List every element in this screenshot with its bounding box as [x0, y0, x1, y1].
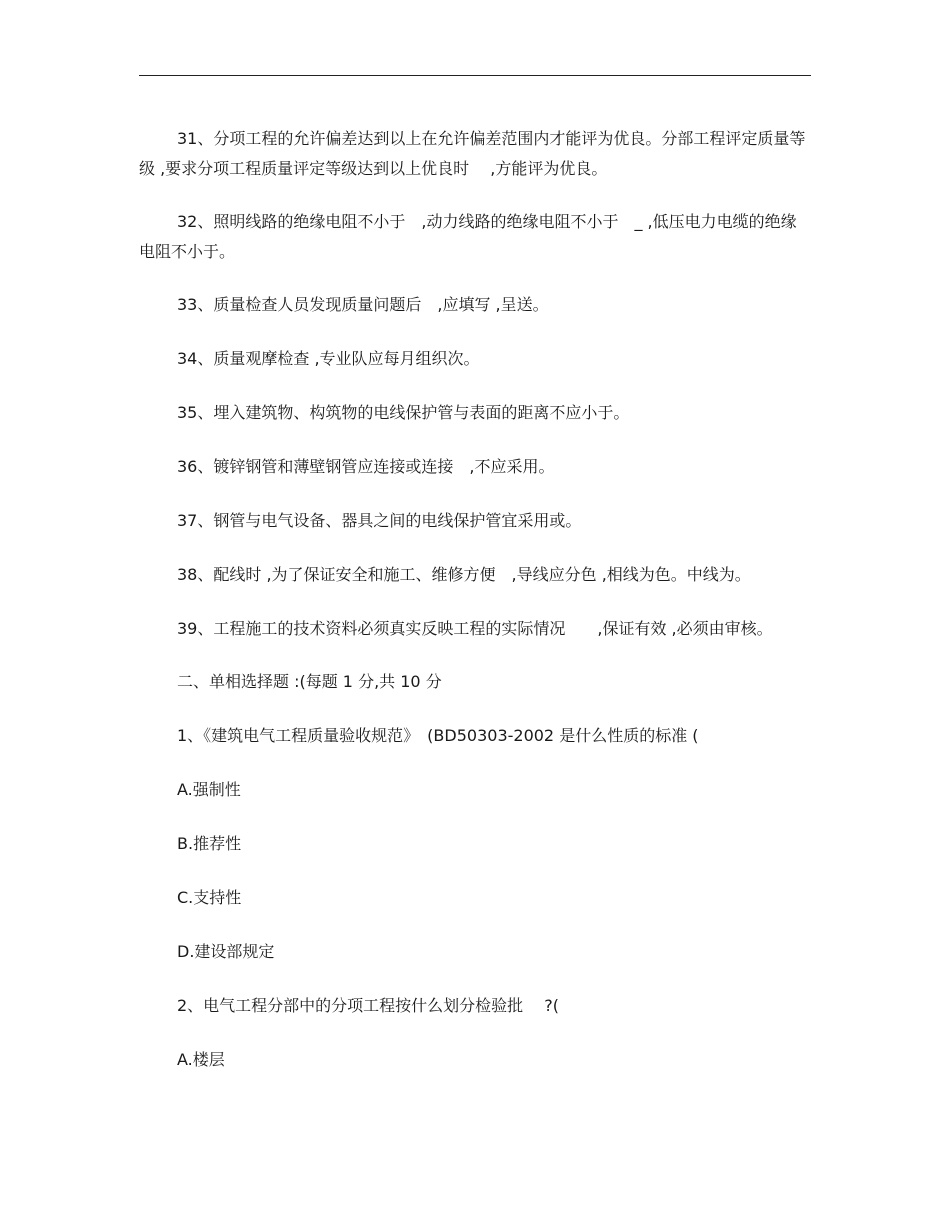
question-31: 31、分项工程的允许偏差达到以上在允许偏差范围内才能评为优良。分部工程评定质量等级 ,要求分项工程质量评定等级达到以上优良时 ,方能评为优良。: [139, 129, 806, 178]
option-d: D.建设部规定: [177, 942, 275, 961]
option-c: C.支持性: [177, 888, 242, 907]
option-a-q2: A.楼层: [177, 1050, 225, 1069]
question-35: 35、埋入建筑物、构筑物的电线保护管与表面的距离不应小于。: [177, 403, 630, 422]
question-32: 32、照明线路的绝缘电阻不小于 ,动力线路的绝缘电阻不小于 _ ,低压电力电缆的绝缘电阻不小于。: [139, 212, 797, 261]
question-39: 39、工程施工的技术资料必须真实反映工程的实际情况 ,保证有效 ,必须由审核。: [177, 619, 773, 638]
option-b: B.推荐性: [177, 834, 242, 853]
document-body: [139, 124, 811, 1099]
question-36: 36、镀锌钢管和薄壁钢管应连接或连接 ,不应采用。: [177, 457, 555, 476]
question-34: 34、质量观摩检查 ,专业队应每月组织次。: [177, 349, 480, 368]
option-a: A.强制性: [177, 780, 241, 799]
section-heading-single-choice: 二、单相选择题 :(每题 1 分,共 10 分: [177, 672, 442, 691]
header-rule: [139, 75, 811, 76]
question-37: 37、钢管与电气设备、器具之间的电线保护管宜采用或。: [177, 511, 582, 530]
choice-question-1: 1、《建筑电气工程质量验收规范》 (BD50303-2002 是什么性质的标准 (: [177, 726, 699, 745]
choice-question-2: 2、电气工程分部中的分项工程按什么划分检验批 ?(: [177, 996, 560, 1015]
question-38: 38、配线时 ,为了保证安全和施工、维修方便 ,导线应分色 ,相线为色。中线为。: [177, 565, 751, 584]
question-33: 33、质量检查人员发现质量问题后 ,应填写 ,呈送。: [177, 295, 549, 314]
